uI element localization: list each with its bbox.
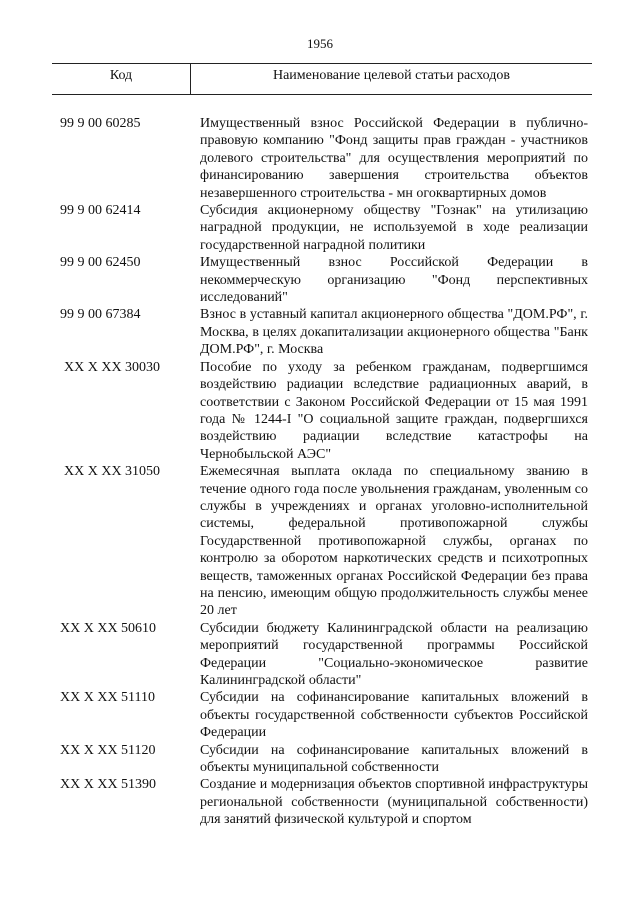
row-name: Пособие по уходу за ребенком гражданам, подвергшимся воздействию радиации вследствие радиационных аварий, в соответствии с Законом Российской Федерации от 15 мая 1991 года № 1244-I "О социальной защите граждан, подвергшихся воздействию радиации вследствие катастрофы на Чернобыльской АЭС" — [200, 359, 588, 462]
row-name: Субсидии на софинансирование капитальных вложений в объекты муниципальной собственности — [200, 742, 588, 776]
row-name: Ежемесячная выплата оклада по специальному званию в течение одного года после увольнения гражданам, уволенным со службы в учреждениях и органах уголовно-исполнительной системы, федеральной противопожарной службы Государственной противопожарной службы, органах по контролю за оборотом наркотических средств и психотропных веществ, таможенных органах Российской Федерации без права на пенсию, имеющим общую продолжительность службы менее 20 лет — [200, 464, 588, 619]
row-code: 99 9 00 62414 — [60, 203, 141, 219]
table-row — [60, 202, 590, 254]
row-name: Взнос в уставный капитал акционерного общества "ДОМ.РФ", г. Москва, в целях докапитализации акционерного общества "Банк ДОМ.РФ", г. Москва — [200, 307, 588, 358]
table-row — [60, 742, 590, 777]
row-code: 99 9 00 62450 — [60, 255, 141, 271]
table-row — [60, 115, 590, 202]
row-code: 99 9 00 67384 — [60, 307, 141, 323]
table-row — [60, 359, 590, 463]
table-row — [60, 254, 590, 306]
row-code: 99 9 00 60285 — [60, 116, 141, 131]
row-code: XX X XX 51390 — [60, 777, 157, 793]
table-header — [52, 63, 592, 95]
row-code: XX X XX 51110 — [60, 690, 156, 706]
table-row — [60, 463, 590, 620]
row-code: XX X XX 30030 — [64, 359, 161, 375]
table-row — [60, 620, 590, 690]
row-name: Создание и модернизация объектов спортивной инфраструктуры региональной собственности (муниципальной собственности) для занятий физической культурой и спортом — [200, 777, 588, 828]
row-name: Имущественный взнос Российской Федерации в публично-правовую компанию "Фонд защиты прав граждан - участников долевого строительства" для осуществления мероприятий по финансированию завершения строительства объектов незавершенного строительства - мн огоквартирных домов — [200, 116, 588, 201]
row-name: Субсидия акционерному обществу "Гознак" на утилизацию наградной продукции, не используемой в ходе реализации государственной наградной политики — [200, 203, 588, 253]
table-body — [60, 115, 590, 829]
row-name: Субсидии на софинансирование капитальных вложений в объекты государственной собственности субъектов Российской Федерации — [200, 690, 588, 741]
row-code: XX X XX 51120 — [60, 742, 156, 758]
header-code: Код — [52, 64, 191, 94]
table-row — [60, 776, 590, 828]
row-code: XX X XX 50610 — [60, 620, 157, 636]
page-number: 1956 — [307, 36, 333, 51]
row-name: Субсидии бюджету Калининградской области на реализацию мероприятий государственной программы Российской Федерации "Социально-экономическое развитие Калининградской области" — [200, 620, 588, 688]
row-code: XX X XX 31050 — [64, 464, 161, 480]
table-row — [60, 306, 590, 358]
row-name: Имущественный взнос Российской Федерации в некоммерческую организацию "Фонд перспективных исследований" — [200, 255, 588, 306]
header-name: Наименование целевой статьи расходов — [272, 68, 511, 83]
table-row — [60, 689, 590, 741]
